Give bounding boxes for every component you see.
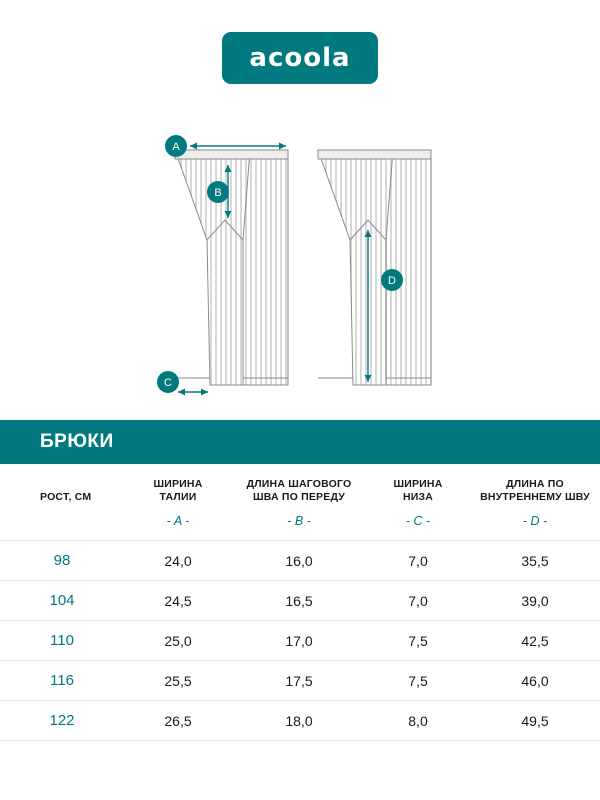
letter-cell-b: - B -: [287, 514, 311, 529]
letter-cell-empty: [0, 508, 124, 541]
cell-b: 17,0: [232, 621, 366, 661]
letter-cell-c: - C -: [405, 514, 431, 529]
logo-badge: [222, 32, 378, 84]
table-row: [0, 541, 600, 581]
cell-d: 46,0: [470, 661, 600, 701]
cell-size: 104: [0, 581, 124, 621]
cell-b: 17,5: [232, 661, 366, 701]
cell-c: 7,0: [366, 581, 470, 621]
cell-b: 18,0: [232, 701, 366, 741]
column-header-waist-width: [124, 464, 232, 508]
table-row: [0, 621, 600, 661]
column-header-inner-seam-line2: ВНУТРЕННЕМУ ШВУ: [480, 491, 590, 504]
cell-a: 26,5: [124, 701, 232, 741]
logo-text: acoola: [249, 43, 351, 73]
column-header-height: [0, 464, 124, 508]
cell-b: 16,0: [232, 541, 366, 581]
cell-size: 98: [0, 541, 124, 581]
cell-d: 35,5: [470, 541, 600, 581]
svg-text:A: A: [172, 141, 180, 153]
pants-back-view: [318, 150, 431, 385]
cell-a: 24,0: [124, 541, 232, 581]
cell-size: 110: [0, 621, 124, 661]
letter-cell-d: - D -: [522, 514, 548, 529]
table-header-row: [0, 464, 600, 508]
cell-b: 16,5: [232, 581, 366, 621]
measure-c: [157, 371, 208, 396]
cell-a: 25,5: [124, 661, 232, 701]
column-header-height-line1: РОСТ, СМ: [40, 491, 92, 504]
column-header-front-inseam-line2: ШВА ПО ПЕРЕДУ: [252, 491, 346, 504]
table-letter-row: [0, 508, 600, 541]
cell-size: 116: [0, 661, 124, 701]
svg-text:C: C: [164, 377, 172, 389]
svg-text:B: B: [214, 187, 222, 199]
column-header-inner-seam: [470, 464, 600, 508]
svg-text:D: D: [388, 275, 396, 287]
brand-logo: [0, 32, 600, 84]
table-row: [0, 661, 600, 701]
page-title: БРЮКИ: [40, 431, 114, 452]
cell-a: 25,0: [124, 621, 232, 661]
column-header-inner-seam-line1: ДЛИНА ПО: [506, 478, 564, 490]
column-header-front-inseam-line1: ДЛИНА ШАГОВОГО: [246, 478, 352, 490]
column-header-hem-width: [366, 464, 470, 508]
column-header-front-inseam: [232, 464, 366, 508]
pants-front-view: [175, 150, 288, 385]
table-row: [0, 701, 600, 741]
cell-c: 7,5: [366, 661, 470, 701]
cell-c: 7,0: [366, 541, 470, 581]
cell-d: 39,0: [470, 581, 600, 621]
cell-size: 122: [0, 701, 124, 741]
column-header-hem-width-line1: ШИРИНА: [393, 478, 443, 490]
cell-d: 42,5: [470, 621, 600, 661]
cell-d: 49,5: [470, 701, 600, 741]
table-row: [0, 581, 600, 621]
cell-c: 7,5: [366, 621, 470, 661]
cell-c: 8,0: [366, 701, 470, 741]
size-table: [0, 464, 600, 741]
column-header-waist-width-line2: ТАЛИИ: [159, 491, 197, 504]
pants-diagram: [0, 120, 600, 410]
letter-cell-a: - A -: [166, 514, 190, 529]
column-header-waist-width-line1: ШИРИНА: [153, 478, 203, 490]
section-title-bar: [0, 420, 600, 464]
cell-a: 24,5: [124, 581, 232, 621]
column-header-hem-width-line2: НИЗА: [402, 491, 434, 504]
